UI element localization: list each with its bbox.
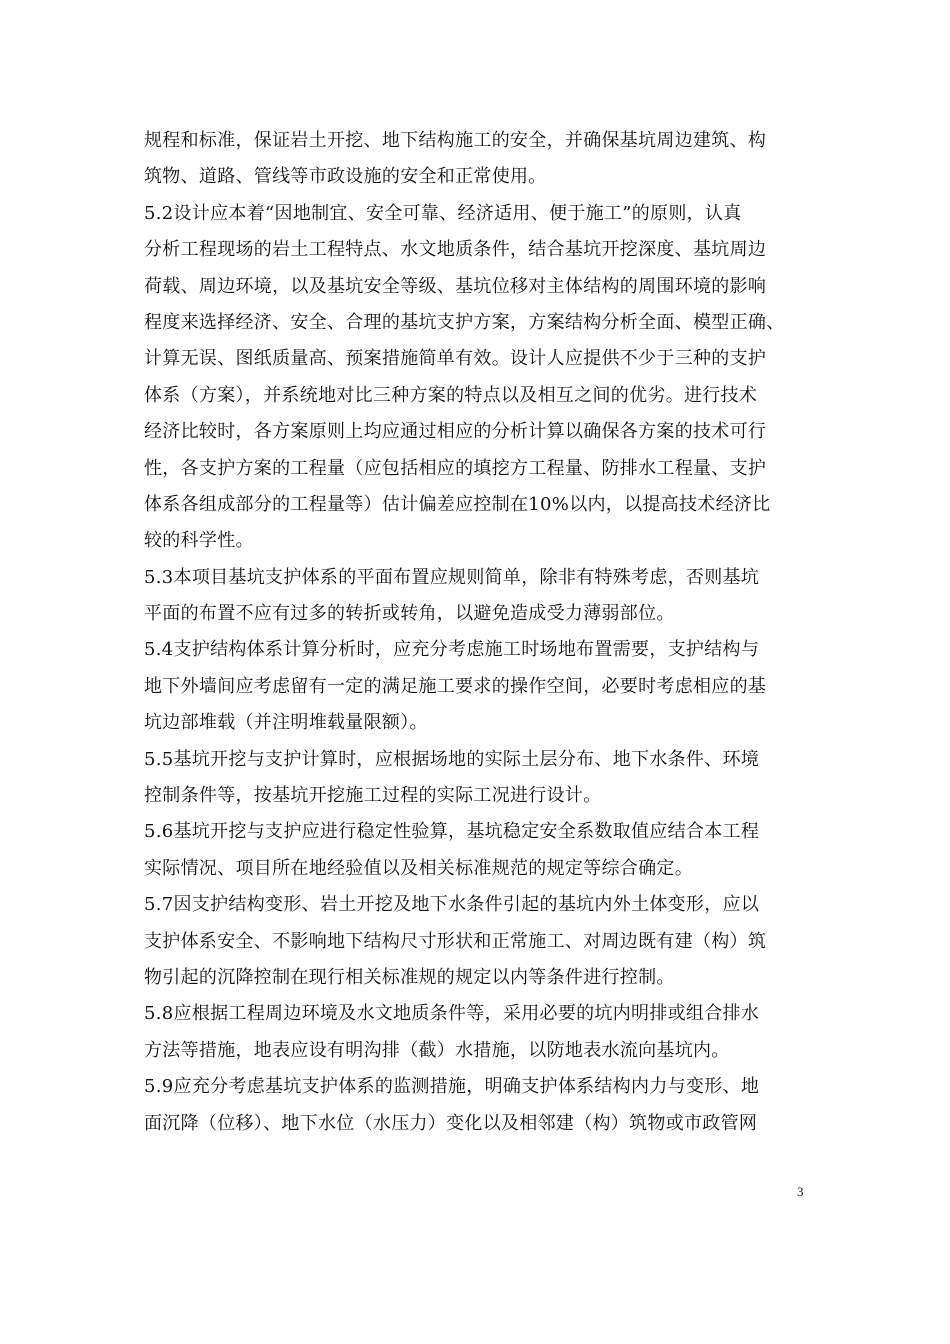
- text-line: 计算无误、图纸质量高、预案措施简单有效。设计人应提供不少于三种的支护: [144, 348, 767, 370]
- section-5-6-line: 5.6基坑开挖与支护应进行稳定性验算，基坑稳定安全系数取值应结合本工程: [144, 821, 760, 843]
- text-line: 性，各支护方案的工程量（应包括相应的填挖方工程量、防排水工程量、支护: [144, 457, 767, 479]
- text-line: 坑边部堆载（并注明堆载量限额）。: [144, 712, 428, 734]
- text-line: 物引起的沉降控制在现行相关标准规的规定以内等条件进行控制。: [144, 966, 675, 988]
- text-line: 程度来选择经济、安全、合理的基坑支护方案，方案结构分析全面、模型正确、: [144, 311, 785, 333]
- page-number: 3: [797, 1184, 804, 1199]
- text-line: 较的科学性。: [144, 530, 254, 552]
- text-line: 体系各组成部分的工程量等）估计偏差应控制在10%以内，以提高技术经济比: [144, 493, 771, 515]
- section-5-7-line: 5.7因支护结构变形、岩土开挖及地下水条件引起的基坑内外土体变形，应以: [144, 894, 760, 916]
- body-text: [144, 123, 808, 1142]
- section-5-4-line: 5.4支护结构体系计算分析时，应充分考虑施工时场地布置需要，支护结构与: [144, 639, 760, 661]
- text-line: 面沉降（位移）、地下水位（水压力）变化以及相邻建（构）筑物或市政管网: [144, 1112, 758, 1134]
- section-5-3-line: 5.3本项目基坑支护体系的平面布置应规则简单，除非有特殊考虑，否则基坑: [144, 566, 760, 588]
- text-line: 筑物、道路、管线等市政设施的安全和正常使用。: [144, 166, 547, 188]
- text-line: 实际情况、项目所在地经验值以及相关标准规范的规定等综合确定。: [144, 857, 693, 879]
- text-line: 方法等措施，地表应设有明沟排（截）水措施，以防地表水流向基坑内。: [144, 1039, 730, 1061]
- text-line: 支护体系安全、不影响地下结构尺寸形状和正常施工、对周边既有建（构）筑: [144, 930, 767, 952]
- text-line: 体系（方案），并系统地对比三种方案的特点以及相互之间的优劣。进行技术: [144, 384, 758, 406]
- section-5-8-line: 5.8应根据工程周边环境及水文地质条件等，采用必要的坑内明排或组合排水: [144, 1003, 760, 1025]
- text-line: 地下外墙间应考虑留有一定的满足施工要求的操作空间，必要时考虑相应的基: [144, 675, 767, 697]
- section-5-9-line: 5.9应充分考虑基坑支护体系的监测措施，明确支护体系结构内力与变形、地: [144, 1076, 760, 1098]
- text-line: 控制条件等，按基坑开挖施工过程的实际工况进行设计。: [144, 785, 602, 807]
- text-line: 规程和标准，保证岩土开挖、地下结构施工的安全，并确保基坑周边建筑、构: [144, 130, 767, 151]
- text-line: 分析工程现场的岩土工程特点、水文地质条件，结合基坑开挖深度、基坑周边: [144, 239, 767, 261]
- text-line: 平面的布置不应有过多的转折或转角，以避免造成受力薄弱部位。: [144, 603, 675, 625]
- section-5-5-line: 5.5基坑开挖与支护计算时，应根据场地的实际土层分布、地下水条件、环境: [144, 748, 760, 770]
- text-line: 经济比较时，各方案原则上均应通过相应的分析计算以确保各方案的技术可行: [144, 421, 767, 443]
- section-5-2-line: 5.2设计应本着“因地制宜、安全可靠、经济适用、便于施工”的原则，认真: [144, 202, 742, 224]
- text-line: 荷载、周边环境，以及基坑安全等级、基坑位移对主体结构的周围环境的影响: [144, 275, 767, 297]
